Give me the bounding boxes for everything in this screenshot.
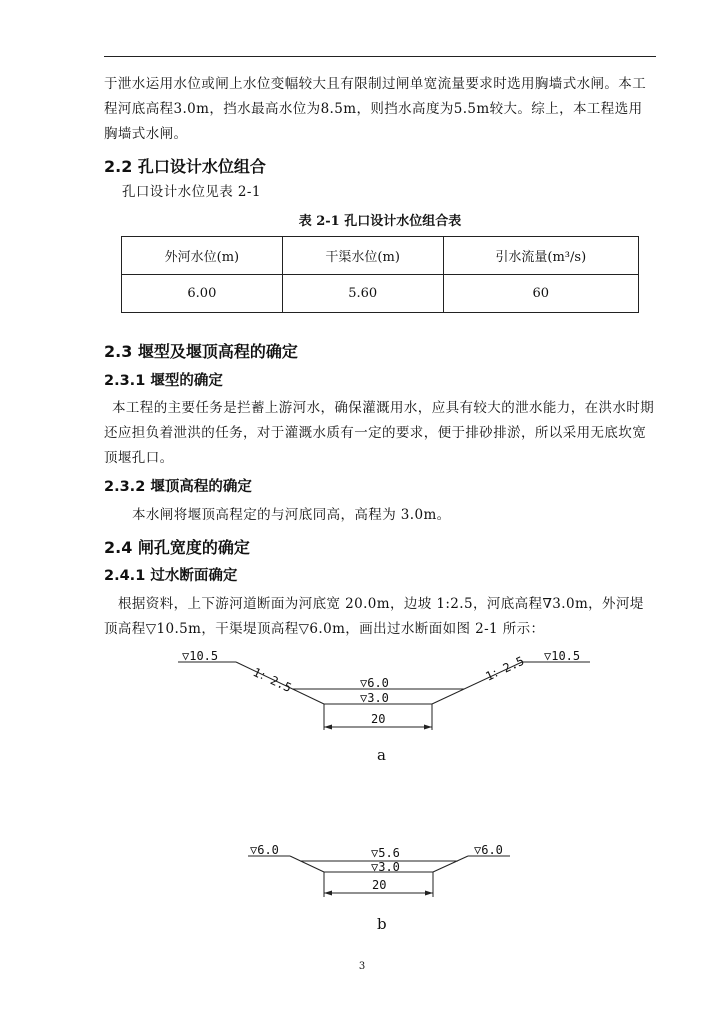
cell-flow: 60 xyxy=(443,275,638,313)
cell-outer-river: 6.00 xyxy=(122,275,283,313)
section-2-3-1-heading: 2.3.1 堰型的确定 xyxy=(104,373,223,389)
right-crest-label: ▽10.5 xyxy=(544,649,581,663)
section-2-3-2-heading: 2.3.2 堰顶高程的确定 xyxy=(104,479,252,495)
left-crest-label: ▽10.5 xyxy=(182,649,219,663)
width-label: 20 xyxy=(372,878,387,892)
cross-section-figure-a xyxy=(0,640,724,770)
section-2-4-heading: 2.4 闸孔宽度的确定 xyxy=(104,538,250,557)
right-crest-label: ▽6.0 xyxy=(474,843,503,857)
dim-arrow-right xyxy=(424,725,432,730)
section-2-3-heading: 2.3 堰型及堰顶高程的确定 xyxy=(104,342,298,361)
header-rule xyxy=(104,56,656,57)
section-2-4-1-text: 根据资料，上下游河道断面为河底宽 20.0m，边坡 1:2.5，河底高程∇3.0m，外河堤顶高程▽10.5m，干渠堤顶高程▽6.0m，画出过水断面如图 2-1 所示： xyxy=(104,596,644,637)
header-cell-flow: 引水流量(m³/s) xyxy=(443,237,638,275)
right-slope-label: 1：2.5 xyxy=(483,653,527,684)
left-slope-line xyxy=(290,856,324,872)
section-2-4-1-heading: 2.4.1 过水断面确定 xyxy=(104,568,238,584)
intro-paragraph: 于泄水运用水位或闸上水位变幅较大且有限制过闸单宽流量要求时选用胸墙式水闸。本工程河底高程3.0m，挡水最高水位为8.5m，则挡水高度为5.5m较大。综上，本工程选用胸墙式水闸。 xyxy=(104,76,647,142)
width-label: 20 xyxy=(371,712,386,726)
left-crest-label: ▽6.0 xyxy=(250,843,279,857)
water-level-label: ▽6.0 xyxy=(360,676,389,690)
table-caption: 表 2-1 孔口设计水位组合表 xyxy=(298,214,462,229)
header-cell-canal: 干渠水位(m) xyxy=(282,237,443,275)
section-2-3-2-text: 本水闸将堰顶高程定的与河底同高，高程为 3.0m。 xyxy=(132,507,451,523)
left-slope-label: 1：2.5 xyxy=(250,665,294,696)
cross-section-figure-b xyxy=(0,835,724,935)
table-row xyxy=(122,275,639,313)
section-2-2-lead: 孔口设计水位见表 2-1 xyxy=(122,184,261,200)
bed-level-label: ▽3.0 xyxy=(360,691,389,705)
header-cell-outer-river: 外河水位(m) xyxy=(122,237,283,275)
cell-canal: 5.60 xyxy=(282,275,443,313)
figure-a-label: a xyxy=(377,746,386,764)
dim-arrow-left xyxy=(324,725,332,730)
water-level-label: ▽5.6 xyxy=(371,846,400,860)
section-2-2-heading: 2.2 孔口设计水位组合 xyxy=(104,157,266,176)
table-header-row xyxy=(122,237,639,275)
figure-b-label: b xyxy=(377,915,387,933)
right-slope-line xyxy=(433,856,468,872)
page-number: 3 xyxy=(358,961,366,972)
bed-level-label: ▽3.0 xyxy=(371,860,400,874)
dim-arrow-left xyxy=(324,891,332,896)
water-level-table xyxy=(121,236,639,313)
dim-arrow-right xyxy=(425,891,433,896)
section-2-3-1-text: 本工程的主要任务是拦蓄上游河水，确保灌溉用水，应具有较大的泄水能力，在洪水时期还应担负着泄洪的任务，对于灌溉水质有一定的要求，便于排砂排淤，所以采用无底坎宽顶堰孔口。 xyxy=(104,400,655,466)
